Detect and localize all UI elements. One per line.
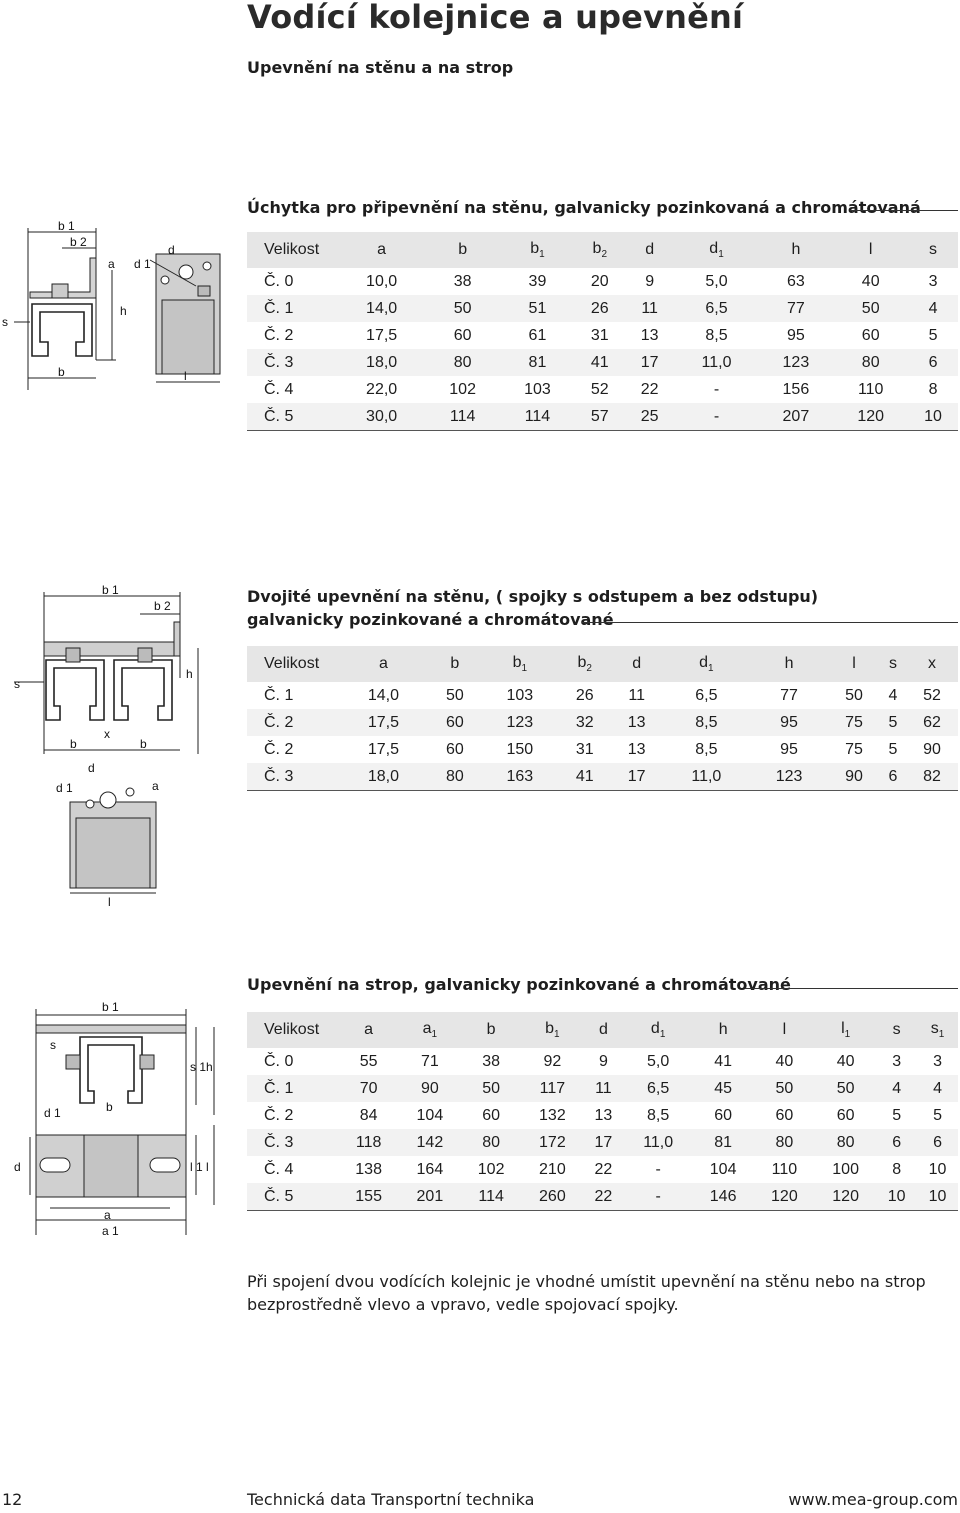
diagram2-label-d1: d 1 xyxy=(56,781,73,795)
diagram2-label-l: l xyxy=(108,895,111,909)
value-cell: 41 xyxy=(714,1052,733,1070)
column-header: s xyxy=(908,232,958,268)
value-cell: 3 xyxy=(933,1052,942,1070)
value-cell: 18,0 xyxy=(338,763,429,791)
column-header: a xyxy=(338,1012,399,1048)
value-cell: - xyxy=(655,1160,661,1178)
value-cell: 80 xyxy=(461,1129,522,1156)
diagram1-label-d: d xyxy=(168,243,175,257)
value-cell: 57 xyxy=(575,403,625,431)
size-cell: Č. 5 xyxy=(247,403,338,431)
table-row xyxy=(247,349,958,376)
value-cell: 120 xyxy=(833,403,908,431)
value-cell: 50 xyxy=(445,686,464,704)
value-cell: 17,5 xyxy=(366,326,398,344)
value-cell: 8,5 xyxy=(647,1106,670,1124)
value-cell: 11 xyxy=(628,686,645,704)
value-cell: 6 xyxy=(880,763,906,791)
value-cell: 90 xyxy=(828,763,880,791)
value-cell: 95 xyxy=(750,709,828,736)
column-header: l xyxy=(833,232,908,268)
value-cell: 50 xyxy=(815,1075,876,1102)
column-header: Velikost xyxy=(247,232,338,268)
value-cell: 6 xyxy=(908,349,958,376)
diagram3-label-h: h xyxy=(206,1060,213,1074)
table-row xyxy=(247,376,958,403)
section1-title: Úchytka pro připevnění na stěnu, galvanicky pozinkovaná a chromátovaná xyxy=(247,198,921,217)
value-cell: 95 xyxy=(780,740,798,758)
size-cell: Č. 2 xyxy=(264,740,294,758)
column-header: x xyxy=(906,646,958,682)
value-cell: 31 xyxy=(590,326,609,344)
diagram3-label-d1: d 1 xyxy=(44,1106,61,1120)
value-cell: 11,0 xyxy=(663,763,750,791)
value-cell: 118 xyxy=(338,1129,399,1156)
value-cell: 32 xyxy=(559,709,611,736)
value-cell: 6,5 xyxy=(675,295,759,322)
column-header: d xyxy=(583,1012,624,1048)
value-cell: 13 xyxy=(640,326,659,344)
value-cell: 103 xyxy=(524,380,551,398)
value-cell: 40 xyxy=(861,272,880,290)
size-cell: Č. 3 xyxy=(247,1129,338,1156)
value-cell: 142 xyxy=(399,1129,460,1156)
value-cell: 26 xyxy=(575,295,625,322)
value-cell: 41 xyxy=(575,349,625,376)
section3-title-rule xyxy=(745,988,958,989)
value-cell: - xyxy=(675,403,759,431)
size-cell: Č. 0 xyxy=(264,272,294,290)
column-header: Velikost xyxy=(247,1012,338,1048)
value-cell: 6,5 xyxy=(695,686,718,704)
table-row xyxy=(247,1183,958,1211)
mounting-note: Při spojení dvou vodících kolejnic je vhodné umístit upevnění na stěnu nebo na strop bezprostředně vlevo a vpravo, vedle spojovací spojky. xyxy=(247,1272,926,1314)
value-cell: 13 xyxy=(594,1106,613,1124)
value-cell: 17 xyxy=(583,1129,624,1156)
table-header-row xyxy=(247,232,958,268)
value-cell: 5 xyxy=(880,709,906,736)
column-header: s xyxy=(880,646,906,682)
value-cell: 103 xyxy=(506,686,534,704)
value-cell: 70 xyxy=(338,1075,399,1102)
value-cell: 123 xyxy=(758,349,833,376)
value-cell: 4 xyxy=(888,686,898,704)
column-header: h xyxy=(693,1012,754,1048)
value-cell: 10 xyxy=(928,1160,947,1178)
table-row xyxy=(247,322,958,349)
table-row xyxy=(247,682,958,709)
value-cell: 172 xyxy=(522,1129,583,1156)
value-cell: 150 xyxy=(506,740,534,758)
value-cell: 60 xyxy=(714,1106,733,1124)
section2-title-rule xyxy=(582,622,958,623)
value-cell: 52 xyxy=(590,380,609,398)
diagram3-label-l1: l 1 xyxy=(190,1160,203,1174)
diagram1-label-l: l xyxy=(184,369,187,383)
value-cell: 80 xyxy=(833,349,908,376)
value-cell: 6 xyxy=(876,1129,917,1156)
value-cell: 146 xyxy=(693,1183,754,1211)
column-header: l xyxy=(828,646,880,682)
table-row xyxy=(247,1048,958,1075)
value-cell: 62 xyxy=(906,709,958,736)
value-cell: 9 xyxy=(645,272,655,290)
value-cell: 50 xyxy=(461,1075,522,1102)
value-cell: 10 xyxy=(917,1183,958,1211)
value-cell: 60 xyxy=(429,709,481,736)
value-cell: 5,0 xyxy=(705,272,728,290)
table-header-row xyxy=(247,646,958,682)
value-cell: 26 xyxy=(575,686,594,704)
value-cell: 50 xyxy=(754,1075,815,1102)
value-cell: 80 xyxy=(429,763,481,791)
value-cell: 6,5 xyxy=(624,1075,693,1102)
value-cell: 10,0 xyxy=(366,272,398,290)
column-header: d xyxy=(611,646,663,682)
size-cell: Č. 1 xyxy=(247,295,338,322)
value-cell: 8,5 xyxy=(705,326,728,344)
value-cell: 80 xyxy=(815,1129,876,1156)
size-cell: Č. 4 xyxy=(264,380,294,398)
value-cell: 11 xyxy=(625,295,675,322)
value-cell: 17 xyxy=(611,763,663,791)
diagram2-label-b1: b 1 xyxy=(102,583,119,597)
section1-table xyxy=(247,232,958,431)
value-cell: 60 xyxy=(482,1106,501,1124)
column-header: a xyxy=(338,232,425,268)
column-header: $b_1$ xyxy=(500,232,575,268)
value-cell: 10 xyxy=(876,1183,917,1211)
value-cell: 5,0 xyxy=(647,1052,670,1070)
column-header: b xyxy=(461,1012,522,1048)
page-title: Vodící kolejnice a upevnění xyxy=(247,0,744,36)
value-cell: 84 xyxy=(359,1106,378,1124)
diagram1-label-b: b xyxy=(58,365,65,379)
table-row xyxy=(247,1102,958,1129)
column-header: $b_1$ xyxy=(522,1012,583,1048)
value-cell: 22 xyxy=(640,380,659,398)
value-cell: 138 xyxy=(355,1160,382,1178)
value-cell: 45 xyxy=(693,1075,754,1102)
value-cell: 17,5 xyxy=(367,740,400,758)
value-cell: 5 xyxy=(892,1106,902,1124)
diagram3-label-s: s xyxy=(50,1038,56,1052)
diagram3-label-a: a xyxy=(104,1208,111,1222)
section3-diagram xyxy=(0,995,240,1245)
value-cell: 20 xyxy=(590,272,609,290)
value-cell: 71 xyxy=(420,1052,439,1070)
value-cell: 110 xyxy=(771,1160,798,1178)
value-cell: 155 xyxy=(338,1183,399,1211)
column-header: $b_2$ xyxy=(559,646,611,682)
value-cell: 8 xyxy=(892,1160,902,1178)
diagram2-label-h: h xyxy=(186,667,193,681)
table-header-row xyxy=(247,1012,958,1048)
value-cell: 22 xyxy=(583,1183,624,1211)
diagram1-label-d1: d 1 xyxy=(134,257,151,271)
value-cell: 17,5 xyxy=(338,709,429,736)
value-cell: 30,0 xyxy=(338,403,425,431)
value-cell: 61 xyxy=(528,326,547,344)
table-row xyxy=(247,709,958,736)
column-header: $d_1$ xyxy=(663,646,750,682)
value-cell: 38 xyxy=(482,1052,501,1070)
value-cell: 60 xyxy=(453,326,472,344)
column-header: $b_2$ xyxy=(575,232,625,268)
value-cell: 114 xyxy=(500,403,575,431)
size-cell: Č. 3 xyxy=(247,349,338,376)
value-cell: 51 xyxy=(500,295,575,322)
column-header: b xyxy=(425,232,500,268)
size-cell: Č. 1 xyxy=(264,686,294,704)
value-cell: - xyxy=(624,1183,693,1211)
value-cell: 123 xyxy=(750,763,828,791)
section2-title-line1: Dvojité upevnění na stěnu, ( spojky s odstupem a bez odstupu) xyxy=(247,587,819,606)
column-header: $d_1$ xyxy=(675,232,759,268)
value-cell: 100 xyxy=(832,1160,859,1178)
page-number: 12 xyxy=(2,1490,23,1509)
value-cell: 4 xyxy=(876,1075,917,1102)
size-cell: Č. 0 xyxy=(264,1052,294,1070)
value-cell: 14,0 xyxy=(338,295,425,322)
value-cell: 55 xyxy=(359,1052,378,1070)
value-cell: 22,0 xyxy=(366,380,398,398)
value-cell: 22 xyxy=(594,1160,613,1178)
section2-title-line2: galvanicky pozinkované a chromátované xyxy=(247,610,614,629)
value-cell: 4 xyxy=(917,1075,958,1102)
table-row xyxy=(247,763,958,791)
column-header: $b_1$ xyxy=(481,646,559,682)
footer-title: Technická data Transportní technika xyxy=(247,1490,535,1509)
value-cell: 8 xyxy=(928,380,938,398)
value-cell: 114 xyxy=(425,403,500,431)
value-cell: 210 xyxy=(539,1160,566,1178)
table-row xyxy=(247,736,958,763)
column-header: $s_1$ xyxy=(917,1012,958,1048)
table-row xyxy=(247,268,958,295)
value-cell: 102 xyxy=(449,380,476,398)
value-cell: 10 xyxy=(908,403,958,431)
diagram2-label-s: s xyxy=(14,677,20,691)
value-cell: 80 xyxy=(754,1129,815,1156)
value-cell: 5 xyxy=(933,1106,942,1124)
table-row xyxy=(247,1075,958,1102)
value-cell: 60 xyxy=(775,1106,794,1124)
column-header: a xyxy=(338,646,429,682)
column-header: $l_1$ xyxy=(815,1012,876,1048)
column-header: $d_1$ xyxy=(624,1012,693,1048)
diagram1-label-b1: b 1 xyxy=(58,219,75,233)
column-header: l xyxy=(754,1012,815,1048)
diagram2-label-a: a xyxy=(152,779,159,793)
value-cell: 4 xyxy=(908,295,958,322)
value-cell: 11,0 xyxy=(624,1129,693,1156)
diagram1-label-h: h xyxy=(120,304,127,318)
value-cell: 201 xyxy=(399,1183,460,1211)
value-cell: 77 xyxy=(780,686,798,704)
value-cell: 3 xyxy=(928,272,938,290)
value-cell: 95 xyxy=(786,326,805,344)
table-row xyxy=(247,1129,958,1156)
value-cell: 102 xyxy=(477,1160,505,1178)
diagram3-label-b1: b 1 xyxy=(102,1000,119,1014)
diagram3-label-l: l xyxy=(206,1160,209,1174)
section2-diagram xyxy=(0,578,240,918)
value-cell: 50 xyxy=(833,295,908,322)
value-cell: 11 xyxy=(583,1075,624,1102)
value-cell: 110 xyxy=(857,380,884,398)
value-cell: 18,0 xyxy=(338,349,425,376)
value-cell: 50 xyxy=(845,686,863,704)
diagram1-label-s: s xyxy=(2,315,8,329)
size-cell: Č. 2 xyxy=(264,326,294,344)
value-cell: 17 xyxy=(625,349,675,376)
value-cell: 50 xyxy=(425,295,500,322)
value-cell: 38 xyxy=(453,272,472,290)
diagram3-label-d: d xyxy=(14,1160,21,1174)
value-cell: 25 xyxy=(625,403,675,431)
diagram2-label-x: x xyxy=(104,727,110,741)
value-cell: 13 xyxy=(627,740,646,758)
value-cell: 104 xyxy=(416,1106,444,1124)
value-cell: 63 xyxy=(786,272,805,290)
value-cell: 5 xyxy=(888,740,898,758)
value-cell: 41 xyxy=(559,763,611,791)
section1-title-rule xyxy=(850,210,958,211)
value-cell: 60 xyxy=(836,1106,855,1124)
value-cell: 104 xyxy=(709,1160,737,1178)
table-row xyxy=(247,1156,958,1183)
value-cell: 39 xyxy=(528,272,547,290)
section2-table xyxy=(247,646,958,791)
value-cell: 80 xyxy=(425,349,500,376)
value-cell: 117 xyxy=(522,1075,583,1102)
column-header: s xyxy=(876,1012,917,1048)
section3-title: Upevnění na strop, galvanicky pozinkované a chromátované xyxy=(247,975,791,994)
column-header: b xyxy=(429,646,481,682)
section3-table xyxy=(247,1012,958,1211)
value-cell: 92 xyxy=(543,1052,562,1070)
value-cell: 6 xyxy=(917,1129,958,1156)
value-cell: 90 xyxy=(923,740,941,758)
size-cell: Č. 4 xyxy=(264,1160,294,1178)
diagram2-label-b2: b 2 xyxy=(154,599,171,613)
value-cell: 9 xyxy=(598,1052,608,1070)
value-cell: 120 xyxy=(815,1183,876,1211)
value-cell: 81 xyxy=(500,349,575,376)
value-cell: 90 xyxy=(399,1075,460,1102)
column-header: Velikost xyxy=(247,646,338,682)
value-cell: 163 xyxy=(481,763,559,791)
value-cell: 77 xyxy=(758,295,833,322)
value-cell: 60 xyxy=(445,740,464,758)
value-cell: 81 xyxy=(693,1129,754,1156)
value-cell: 8,5 xyxy=(663,709,750,736)
value-cell: 114 xyxy=(461,1183,522,1211)
table-row xyxy=(247,403,958,431)
size-cell: Č. 3 xyxy=(247,763,338,791)
value-cell: - xyxy=(713,380,720,398)
diagram1-label-b2: b 2 xyxy=(70,235,87,249)
diagram3-label-s1: s 1 xyxy=(190,1060,207,1074)
diagram3-label-a1: a 1 xyxy=(102,1224,119,1238)
diagram3-label-b: b xyxy=(106,1100,113,1114)
value-cell: 75 xyxy=(845,740,863,758)
value-cell: 52 xyxy=(923,686,941,704)
diagram1-label-a: a xyxy=(108,257,115,271)
column-header: h xyxy=(758,232,833,268)
value-cell: 40 xyxy=(836,1052,855,1070)
value-cell: 260 xyxy=(522,1183,583,1211)
value-cell: 120 xyxy=(754,1183,815,1211)
value-cell: 5 xyxy=(928,326,938,344)
value-cell: 156 xyxy=(782,380,810,398)
footer-website: www.mea-group.com xyxy=(788,1490,958,1509)
diagram2-label-b-left: b xyxy=(70,737,77,751)
value-cell: 207 xyxy=(758,403,833,431)
value-cell: 8,5 xyxy=(695,740,718,758)
size-cell: Č. 2 xyxy=(247,709,338,736)
value-cell: 60 xyxy=(861,326,880,344)
value-cell: 132 xyxy=(539,1106,566,1124)
value-cell: 40 xyxy=(775,1052,794,1070)
value-cell: 75 xyxy=(828,709,880,736)
value-cell: 164 xyxy=(416,1160,444,1178)
diagram2-label-b-right: b xyxy=(140,737,147,751)
size-cell: Č. 2 xyxy=(264,1106,294,1124)
column-header: d xyxy=(625,232,675,268)
value-cell: 13 xyxy=(611,709,663,736)
value-cell: 82 xyxy=(906,763,958,791)
column-header: h xyxy=(750,646,828,682)
value-cell: 14,0 xyxy=(367,686,400,704)
section1-diagram xyxy=(0,210,240,390)
column-header: $a_1$ xyxy=(399,1012,460,1048)
size-cell: Č. 1 xyxy=(247,1075,338,1102)
table-row xyxy=(247,295,958,322)
value-cell: 3 xyxy=(892,1052,902,1070)
value-cell: 11,0 xyxy=(675,349,759,376)
page-subtitle: Upevnění na stěnu a na strop xyxy=(247,58,514,77)
size-cell: Č. 5 xyxy=(247,1183,338,1211)
value-cell: 31 xyxy=(575,740,594,758)
value-cell: 123 xyxy=(481,709,559,736)
diagram2-label-d: d xyxy=(88,761,95,775)
